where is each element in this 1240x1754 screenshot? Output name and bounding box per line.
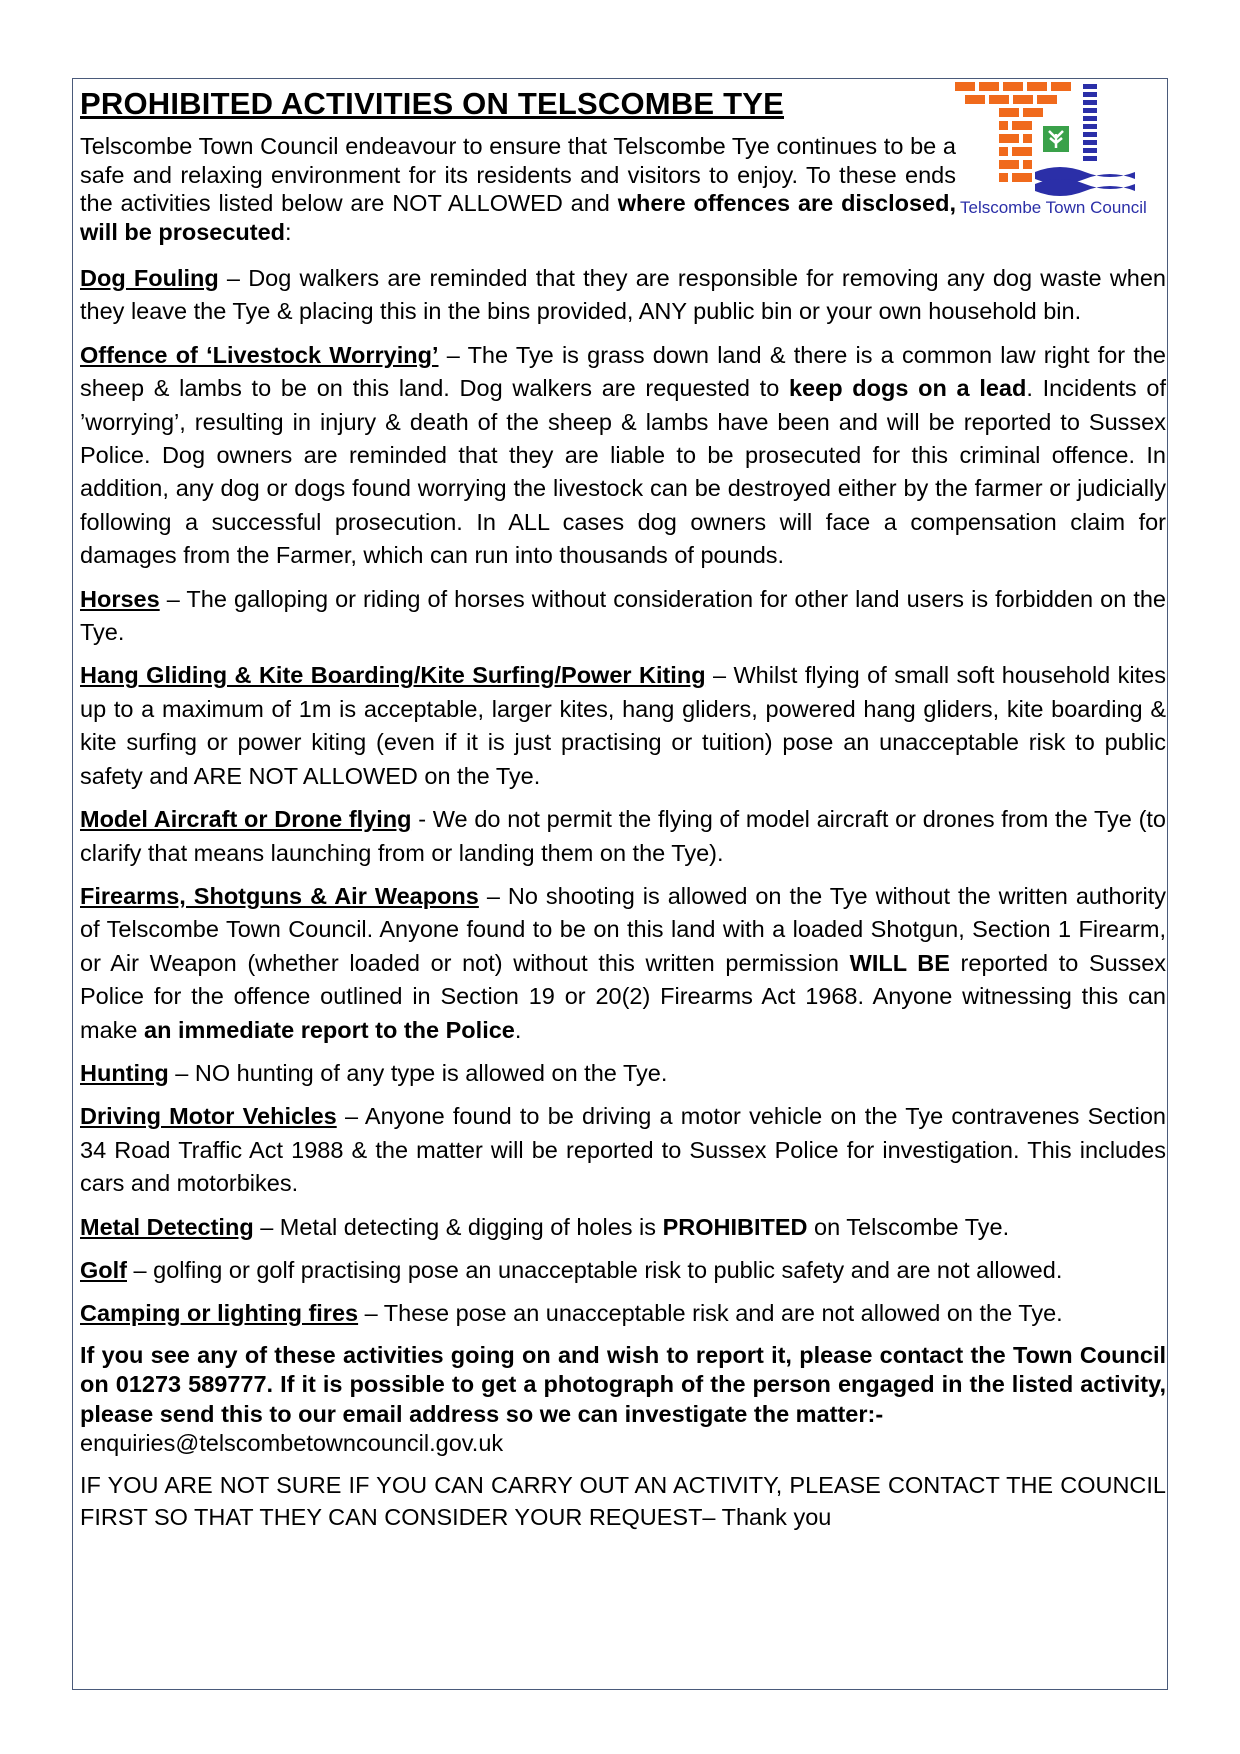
section-firearms: Firearms, Shotguns & Air Weapons – No shooting is allowed on the Tye without the written authority of Telscombe Town Council. Anyone found to be on this land with a loaded Shotgun, Section 1 Firearm, or Air Weapon (whether loaded or not) without this written permission WILL BE reported to Sussex Police for the offence outlined in Section 19 or 20(2) Firearms Act 1968. Anyone witnessing this can make an immediate report to the Police. <box>80 882 1167 1043</box>
section-heading: Golf <box>80 1256 127 1283</box>
section-hunting: Hunting – NO hunting of any type is allowed on the Tye. <box>80 1059 668 1086</box>
section-heading: Model Aircraft or Drone flying <box>80 806 412 833</box>
section-hang-gliding: Hang Gliding & Kite Boarding/Kite Surfing/Power Kiting – Whilst flying of small soft household kites up to a maximum of 1m is acceptable, larger kites, hang gliders, powered hang gliders, kite boarding & kite surfing or power kiting (even if it is just practising or tuition) pose an unacceptable risk to public safety and ARE NOT ALLOWED on the Tye. <box>80 662 1166 789</box>
section-heading: Dog Fouling <box>80 265 219 291</box>
section-camping: Camping or lighting fires – These pose an unacceptable risk and are not allowed on the Tye. <box>80 1300 1063 1327</box>
section-driving: Driving Motor Vehicles – Anyone found to be driving a motor vehicle on the Tye contravenes Section 34 Road Traffic Act 1988 & the matter will be reported to Sussex Police for investigation. This includes cars and motorbikes. <box>80 1103 1166 1197</box>
section-livestock-worrying: Offence of ‘Livestock Worrying’ – The Tye is grass down land & there is a common law right for the sheep & lambs to be on this land. Dog walkers are requested to keep dogs on a lead. Incidents of ’worrying’, resulting in injury & death of the sheep & lambs have been and will be reported to Sussex Police. Dog owners are reminded that they are liable to be prosecuted for this criminal offence. In addition, any dog or dogs found worrying the livestock can be destroyed either by the farmer or judicially following a successful prosecution. In ALL cases dog owners will face a compensation claim for damages from the Farmer, which can run into thousands of pounds. <box>80 341 1166 569</box>
page-title: PROHIBITED ACTIVITIES ON TELSCOMBE TYE <box>80 86 784 121</box>
section-heading: Metal Detecting <box>80 1213 254 1240</box>
section-heading: Horses <box>80 585 160 612</box>
section-heading: Hang Gliding & Kite Boarding/Kite Surfing/Power Kiting <box>80 662 706 689</box>
section-heading: Camping or lighting fires <box>80 1300 359 1327</box>
email-address: enquiries@telscombetowncouncil.gov.uk <box>80 1430 504 1457</box>
section-model-aircraft: Model Aircraft or Drone flying - We do not permit the flying of model aircraft or drones from the Tye (to clarify that means launching from or landing them on the Tye). <box>80 806 1166 866</box>
section-horses: Horses – The galloping or riding of horses without consideration for other land users is forbidden on the Tye. <box>80 585 1166 646</box>
section-metal-detecting: Metal Detecting – Metal detecting & digging of holes is PROHIBITED on Telscombe Tye. <box>80 1213 1010 1240</box>
section-heading: Firearms, Shotguns & Air Weapons <box>80 882 479 909</box>
document-body <box>80 84 1166 1533</box>
section-heading: Offence of ‘Livestock Worrying’ <box>80 341 439 368</box>
section-golf: Golf – golfing or golf practising pose an unacceptable risk to public safety and are not allowed. <box>80 1256 1063 1283</box>
section-dog-fouling: Dog Fouling – Dog walkers are reminded that they are responsible for removing any dog waste when they leave the Tye & placing this in the bins provided, ANY public bin or your own household bin. <box>80 265 1166 325</box>
logo-caption: Telscombe Town Council <box>960 198 1147 217</box>
intro-paragraph: Telscombe Town Council endeavour to ensure that Telscombe Tye continues to be a safe and relaxing environment for its residents and visitors to enjoy. To these ends the activities listed below are NOT ALLOWED and where offences are disclosed, will be prosecuted: <box>80 133 957 245</box>
section-heading: Driving Motor Vehicles <box>80 1103 337 1130</box>
contact-paragraph: If you see any of these activities going on and wish to report it, please contact the Town Council on 01273 589777. If it is possible to get a photograph of the person engaged in the listed activity, please send this to our email address so we can investigate the matter:- enquiries@telscombetowncouncil.gov.uk <box>80 1341 1166 1457</box>
section-heading: Hunting <box>80 1059 169 1086</box>
final-notice: IF YOU ARE NOT SURE IF YOU CAN CARRY OUT AN ACTIVITY, PLEASE CONTACT THE COUNCIL FIRST SO THAT THEY CAN CONSIDER YOUR REQUEST– Thank you <box>80 1471 1166 1530</box>
